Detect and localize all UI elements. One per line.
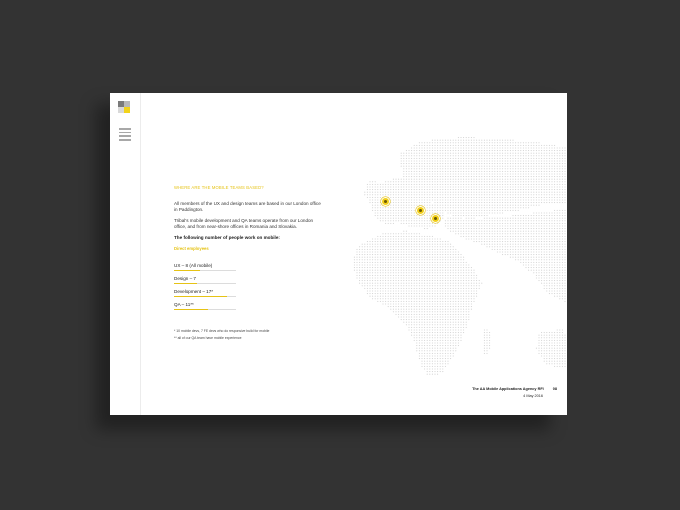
world-map-dots bbox=[342, 133, 566, 401]
stat-label: UX – 8 (All mobile) bbox=[174, 262, 213, 268]
location-pin-london[interactable] bbox=[381, 197, 390, 206]
stat-bar-fill bbox=[174, 296, 227, 297]
stat-bar-track bbox=[174, 283, 236, 284]
stat-bar-fill bbox=[174, 270, 200, 271]
footnote-1: * 10 mobile devs, 7 FE devs who do responsive build for mobile bbox=[174, 328, 270, 333]
paragraph-dev: Tribal's mobile development and QA teams operate from our London office, and from near-shore offices in Romania and Slovakia. bbox=[174, 217, 314, 230]
footer-title: The AA Mobile Applications Agency RFI bbox=[472, 387, 544, 391]
stat-bar-fill bbox=[174, 309, 208, 310]
stat-ux bbox=[174, 263, 324, 276]
footnote-2: ** all of our QA team have mobile experience bbox=[174, 335, 242, 340]
stat-label: Development – 17* bbox=[174, 288, 214, 294]
location-pin-bratislava[interactable] bbox=[416, 206, 425, 215]
stat-bar-fill bbox=[174, 283, 197, 284]
stat-qa bbox=[174, 302, 324, 315]
dotted-world-map bbox=[342, 133, 566, 401]
brand-logo[interactable] bbox=[118, 101, 131, 114]
sidebar-divider bbox=[140, 93, 141, 415]
stat-development bbox=[174, 289, 324, 302]
stat-design bbox=[174, 276, 324, 289]
stat-bar-track bbox=[174, 270, 236, 271]
content-column bbox=[174, 185, 324, 343]
paragraph-ux: All members of the UX and design teams are based in our London office in Paddington. bbox=[174, 201, 321, 213]
stat-bar-track bbox=[174, 296, 236, 297]
footer-date: 4 May 2016 bbox=[523, 394, 543, 398]
direct-employees-subheading: Direct employees bbox=[174, 245, 209, 251]
section-heading: WHERE ARE THE MOBILE TEAMS BASED? bbox=[174, 185, 264, 190]
stat-label: Design – 7 bbox=[174, 275, 196, 281]
footnotes bbox=[174, 329, 324, 340]
team-count-intro: The following number of people work on mobile: bbox=[174, 234, 280, 240]
stat-label: QA – 11** bbox=[174, 301, 194, 307]
page-footer bbox=[472, 387, 557, 398]
stat-bar-track bbox=[174, 309, 236, 310]
page-number: 08 bbox=[552, 387, 557, 391]
document-page bbox=[110, 93, 567, 415]
hamburger-menu-icon[interactable] bbox=[119, 128, 131, 143]
location-pin-romania[interactable] bbox=[431, 214, 440, 223]
